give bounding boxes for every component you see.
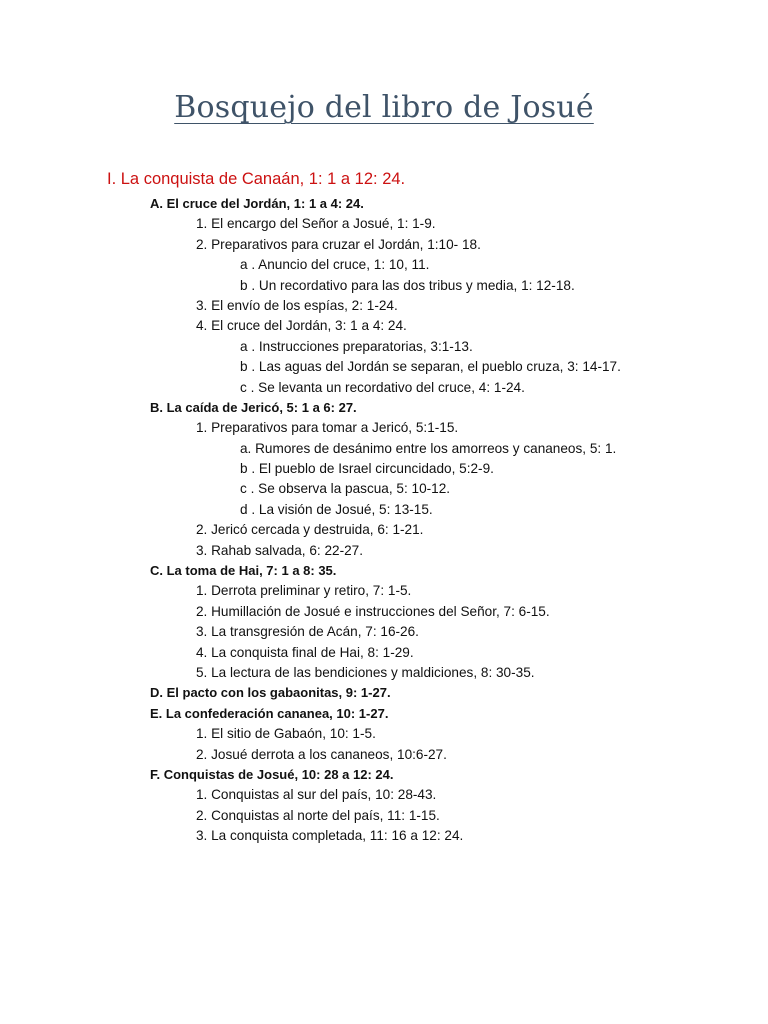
document-title: Bosquejo del libro de Josué (174, 90, 594, 125)
outline-item: 2. Humillación de Josué e instrucciones del Señor, 7: 6-15. (196, 603, 550, 619)
outline-item: 3. El envío de los espías, 2: 1-24. (196, 297, 398, 313)
outline-subitem: a . Anuncio del cruce, 1: 10, 11. (240, 257, 430, 273)
outline-subitem: d . La visión de Josué, 5: 13-15. (240, 501, 433, 517)
outline-item: 3. La transgresión de Acán, 7: 16-26. (196, 624, 419, 640)
outline-item: 1. Derrota preliminar y retiro, 7: 1-5. (196, 583, 412, 599)
outline-subsection: A. El cruce del Jordán, 1: 1 a 4: 24. (150, 196, 364, 211)
outline-item: 5. La lectura de las bendiciones y maldiciones, 8: 30-35. (196, 664, 535, 680)
outline-subitem: b . Un recordativo para las dos tribus y media, 1: 12-18. (240, 277, 575, 293)
outline-item: 1. Preparativos para tomar a Jericó, 5:1-15. (196, 420, 459, 436)
outline-subsection: F. Conquistas de Josué, 10: 28 a 12: 24. (150, 766, 394, 782)
outline-subitem: b . Las aguas del Jordán se separan, el pueblo cruza, 3: 14-17. (240, 359, 621, 375)
outline-item: 4. La conquista final de Hai, 8: 1-29. (196, 644, 414, 660)
outline-section-heading: I. La conquista de Canaán, 1: 1 a 12: 24. (107, 170, 406, 188)
outline-item: 3. Rahab salvada, 6: 22-27. (196, 542, 364, 558)
outline-item: 2. Conquistas al norte del país, 11: 1-15. (196, 807, 440, 823)
outline-item: 1. El sitio de Gabaón, 10: 1-5. (196, 726, 376, 742)
outline-subsection: C. La toma de Hai, 7: 1 a 8: 35. (150, 563, 337, 579)
outline-item: 4. El cruce del Jordán, 3: 1 a 4: 24. (196, 318, 407, 334)
outline-subitem: b . El pueblo de Israel circuncidado, 5:2-9. (240, 461, 494, 477)
outline-item: 2. Josué derrota a los cananeos, 10:6-27. (196, 746, 447, 762)
outline-subitem: a . Instrucciones preparatorias, 3:1-13. (240, 338, 473, 354)
outline-item: 2. Jericó cercada y destruida, 6: 1-21. (196, 522, 424, 538)
outline-item: 1. El encargo del Señor a Josué, 1: 1-9. (196, 216, 436, 232)
outline-subitem: a. Rumores de desánimo entre los amorreos y cananeos, 5: 1. (240, 440, 617, 456)
outline-item: 3. La conquista completada, 11: 16 a 12: 24. (196, 828, 464, 844)
outline-item: 1. Conquistas al sur del país, 10: 28-43. (196, 787, 437, 803)
outline-subsection: B. La caída de Jericó, 5: 1 a 6: 27. (150, 399, 357, 415)
outline-subitem: c . Se levanta un recordativo del cruce, 4: 1-24. (240, 379, 525, 395)
outline-list (0, 165, 768, 847)
outline-subitem: c . Se observa la pascua, 5: 10-12. (240, 481, 451, 497)
outline-subsection: E. La confederación cananea, 10: 1-27. (150, 705, 389, 721)
outline-subsection: D. El pacto con los gabaonitas, 9: 1-27. (150, 685, 391, 701)
outline-item: 2. Preparativos para cruzar el Jordán, 1:10- 18. (196, 236, 481, 252)
